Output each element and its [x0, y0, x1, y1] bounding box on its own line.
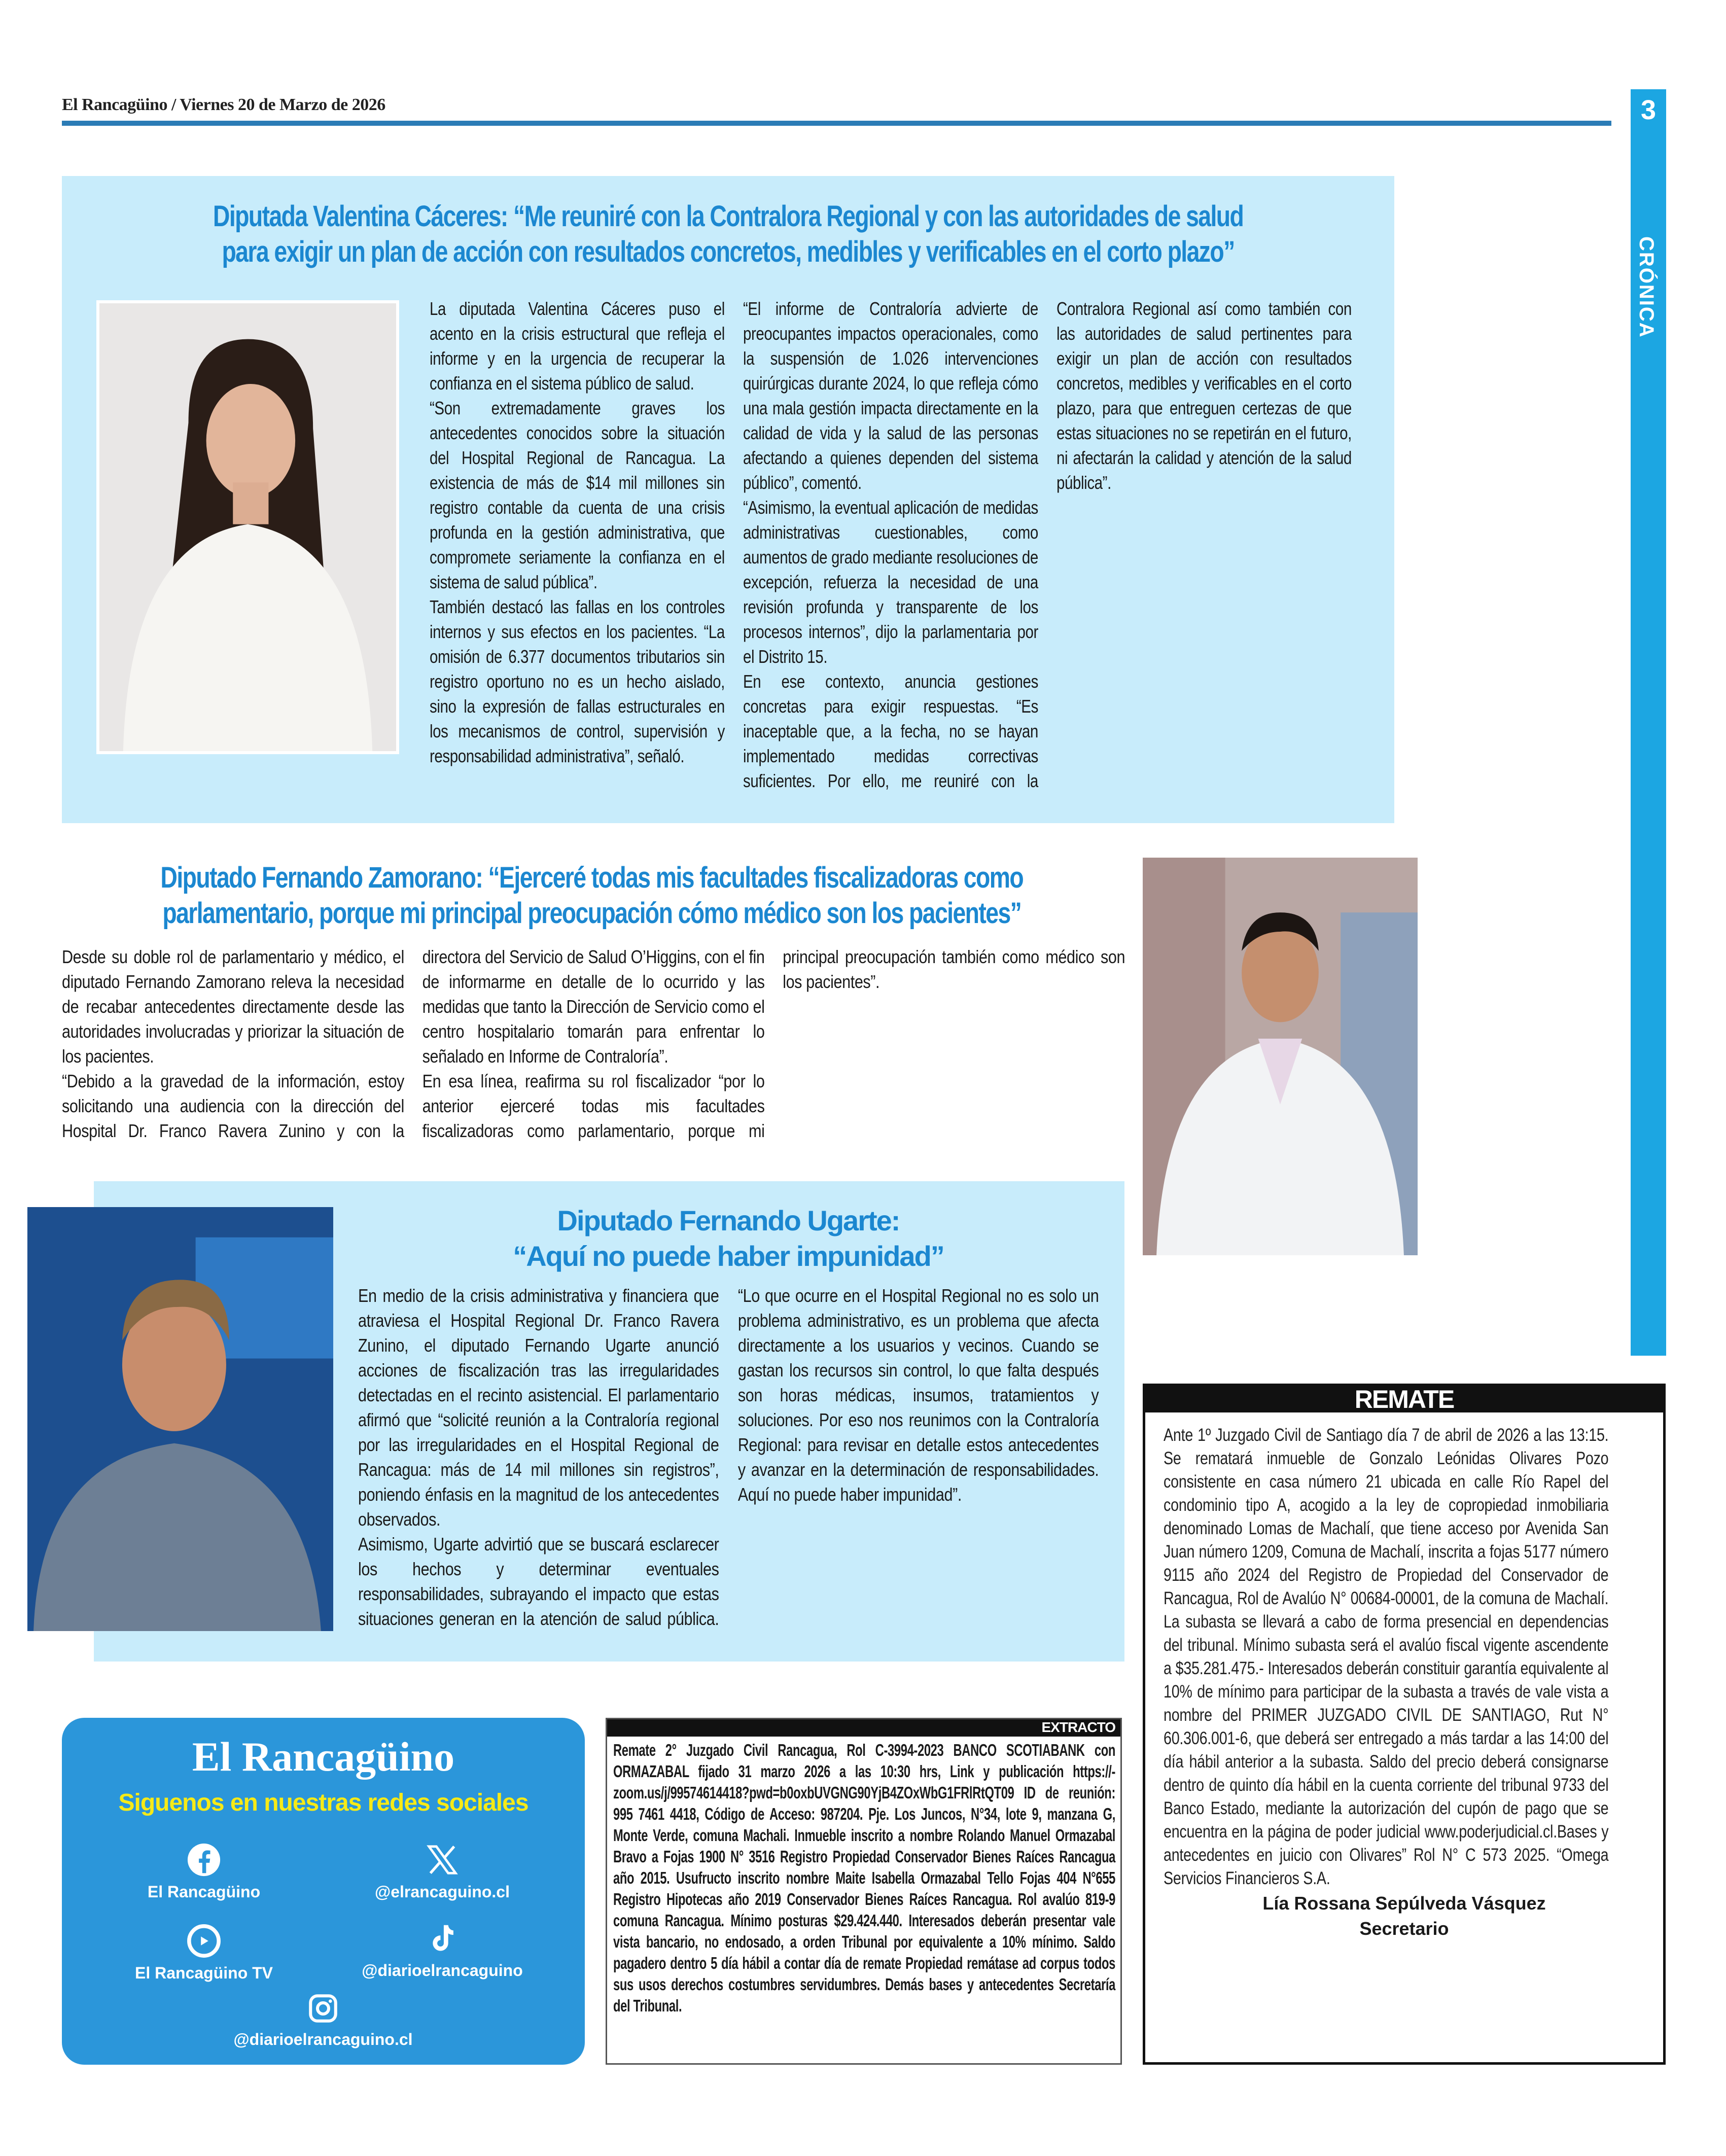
- paragraph: En medio de la crisis administrativa y financiera que atraviesa el Hospital Regional Dr. Franco Ravera Zunino, el diputado Fernando Ugarte anunció acciones de fiscalización tras las irregularidades detectadas en el recinto asistencial. El parlamentario afirmó que “solicité reunión a la Contraloría regional por las irregularidades en el Hospital Regional de Rancagua: más de 14 mil millones sin registros”, poniendo énfasis en la magnitud de los antecedentes observados.: [358, 1285, 719, 1530]
- header-divider: [62, 121, 1611, 126]
- paragraph: “Son extremadamente graves los antecedentes conocidos sobre la situación del Hospital Regional de Rancagua. La existencia de más de $14 mil millones sin registro contable da cuenta de una crisis profunda en la gestión administrativa, que compromete seriamente la confianza en el sistema de salud pública”.: [430, 398, 725, 592]
- x-icon: [425, 1842, 460, 1878]
- legal-notice-extracto: [606, 1718, 1122, 2065]
- paragraph: En ese contexto, anuncia gestiones concretas para exigir respuestas. “Es inaceptable que, a la fecha, no se hayan implementado medidas correctivas suficientes. Por ello, me reuniré con la Contralora Regional así como también con las autoridades de salud pertinentes para exigir un plan de acción con resultados concretos, medibles y verificables en el corto plazo, para que entreguen certezas de que estas situaciones no se repetirán en el futuro, ni afectarán la calidad y atención de la salud pública”.: [743, 298, 1352, 791]
- paragraph: “Debido a la gravedad de la información, estoy solicitando una audiencia con la dirección del Hospital Dr. Franco Ravera Zunino y con la directora del Servicio de Salud O’Higgins, con el fin de informarme en detalle de lo ocurrido y las medidas que tanto la Dirección de Servicio como el centro hospitalario tomarán para enfrentar lo señalado en Informe de Contraloría”.: [62, 946, 765, 1141]
- youtube-icon: [186, 1923, 222, 1959]
- title-line: para exigir un plan de acción con resultados concretos, medibles y verificables en el corto plazo”: [222, 235, 1235, 268]
- social-instagram[interactable]: [201, 1992, 445, 2049]
- extracto-text: Remate 2° Juzgado Civil Rancagua, Rol C-3994-2023 BANCO SCOTIABANK con ORMAZABAL fijado 31 marzo 2026 a las 10:30 hrs, Link y publicación https://-zoom.us/j/99574614418?pwd=b0oxbUVGNG90YjB4ZOxWbG1FRlRtQT09 ID de reunión: 995 7461 4418, Código de Acceso: 987204. Pje. Los Juncos, N°34, lote 9, manzana G, Monte Verde, comuna Machali. Inmueble inscrito a nombre Rolando Manuel Ormazabal Bravo a Fojas 1900 N° 3516 Registro Propiedad Conservador Bienes Raíces Rancagua año 2015. Usufructo inscrito nombre Maite Isabella Ormazabal Tello Fojas 404 N°655 Registro Hipotecas año 2019 Conservador Bienes Raíces Rancagua. Rol avalúo 819-9 comuna Rancagua. Mínimo posturas $29.424.440. Interesados deberán presentar vale vista bancario, no endosado, a orden Tribunal por equivalente a 10% mínimo. Saldo pagadero dentro 5 día hábil a contar día de remate Propiedad remátase ad corpus todos sus usos derechos costumbres servidumbres. Demás bases y antecedentes Secretaría del Tribunal.: [613, 1741, 1115, 2015]
- paragraph: La diputada Valentina Cáceres puso el acento en la crisis estructural que refleja el informe y en la urgencia de recuperar la confianza en el sistema público de salud.: [430, 298, 725, 394]
- tiktok-icon: [425, 1921, 460, 1956]
- title-line: Diputada Valentina Cáceres: “Me reuniré con la Contralora Regional y con las autoridades de salud: [213, 200, 1244, 233]
- photo-fernando-zamorano: [1143, 858, 1418, 1255]
- remate-signer: Lía Rossana Sepúlveda Vásquez: [1262, 1893, 1546, 1914]
- social-youtube[interactable]: [82, 1923, 326, 1983]
- page-number: 3: [1640, 95, 1657, 125]
- remate-label: REMATE: [1145, 1386, 1663, 1412]
- title-line: Diputado Fernando Zamorano: “Ejerceré todas mis facultades fiscalizadoras como: [160, 861, 1024, 894]
- article-zamorano-body: [62, 944, 1125, 1144]
- social-label: @elrancaguino.cl: [375, 1883, 510, 1901]
- instagram-icon: [306, 1992, 340, 2025]
- title-line: Diputado Fernando Ugarte:: [557, 1205, 900, 1236]
- page-header: El Rancagüino / Viernes 20 de Marzo de 2026: [62, 95, 385, 114]
- social-subtitle: Siguenos en nuestras redes sociales: [118, 1789, 529, 1816]
- paragraph: También destacó las fallas en los controles internos y sus efectos en los pacientes. “La omisión de 6.377 documentos tributarios sin registro oportuno no es un hecho aislado, sino la expresión de fallas estructurales en los mecanismos de control, supervisión y responsabilidad administrativa”, señaló.: [430, 596, 725, 766]
- section-label: CRÓNICA: [1635, 236, 1658, 338]
- paragraph: “El informe de Contraloría advierte de preocupantes impactos operacionales, como la suspensión de 1.026 intervenciones quirúrgicas durante 2024, lo que refleja cómo una mala gestión impacta directamente en la calidad de vida y la salud de las personas afectando a quienes dependen del sistema público”, comentó.: [743, 298, 1038, 493]
- paragraph: Desde su doble rol de parlamentario y médico, el diputado Fernando Zamorano releva la necesidad de recabar antecedentes directamente desde las autoridades involucradas y priorizar la situación de los pacientes.: [62, 946, 404, 1067]
- article-caceres-title: [62, 199, 1394, 270]
- issue-date: Viernes 20 de Marzo de 2026: [180, 95, 385, 114]
- social-label: @diarioelrancaguino.cl: [233, 2030, 413, 2048]
- article-zamorano-title: [62, 860, 1122, 931]
- social-facebook[interactable]: [82, 1842, 326, 1901]
- remate-text: Ante 1º Juzgado Civil de Santiago día 7 de abril de 2026 a las 13:15. Se rematará inmueble de Gonzalo Leónidas Olivares Pozo consistente en casa número 21 ubicada en calle Río Rapel del condominio tipo A, acogido a la ley de copropiedad inmobiliaria denominado Lomas de Machalí, que tiene acceso por Avenida San Juan número 1209, Comuna de Machalí, inscrita a fojas 5177 número 9115 año 2024 del Registro de Propiedad del Conservador de Rancagua, Rol de Avalúo N° 00684-00001, de la comuna de Machalí. La subasta se llevará a cabo de forma presencial en dependencias del tribunal. Mínimo subasta será el avalúo fiscal vigente ascendente a $35.281.475.- Interesados deberán constituir garantía equivalente al 10% de mínimo para participar de la subasta a través de vale vista a nombre del PRIMER JUZGADO CIVIL DE SANTIAGO, Rut N° 60.306.001-6, que deberá ser entregado a más tardar a las 14:00 del día hábil anterior a la subasta. Saldo del precio deberá consignarse dentro de quinto día hábil en la cuenta corriente del tribunal 9733 del Banco Estado, mediante la autorización del cupón de pago que se encuentra en la página de poder judicial www.poderjudicial.cl.Bases y antecedentes en juicio con Olivares” Rol N° C 573 2025. “Omega Servicios Financieros S.A.: [1164, 1425, 1609, 1888]
- social-brand: El Rancagüino: [192, 1734, 455, 1780]
- paragraph: “Asimismo, la eventual aplicación de medidas administrativas cuestionables, como aumentos de grado mediante resoluciones de excepción, refuerza la necesidad de una revisión profunda y transparente de los procesos internos”, dijo la parlamentaria por el Distrito 15.: [743, 497, 1038, 667]
- social-media-box: [62, 1718, 585, 2065]
- photo-valentina-caceres: [96, 300, 399, 754]
- social-label: El Rancagüino TV: [134, 1964, 273, 1982]
- paragraph: Asimismo, Ugarte advirtió que se buscará esclarecer los hechos y determinar eventuales responsabilidades, subrayando el impacto que estas situaciones generan en la atención de salud pública. “Lo que ocurre en el Hospital Regional no es solo un problema administrativo, es un problema que afecta directamente a los usuarios y vecinos. Cuando se gastan los recursos sin control, lo que falta después son horas médicas, insumos, tratamientos y soluciones. Por eso nos reunimos con la Contraloría Regional: para revisar en detalle estos antecedentes y avanzar en la determinación de responsabilidades. Aquí no puede haber impunidad”.: [358, 1285, 1099, 1629]
- social-tiktok[interactable]: [321, 1921, 564, 1980]
- photo-fernando-ugarte: [27, 1207, 333, 1631]
- facebook-icon: [186, 1842, 222, 1878]
- social-label: El Rancagüino: [147, 1883, 261, 1901]
- remate-signer-role: Secretario: [1359, 1918, 1449, 1939]
- extracto-label: EXTRACTO: [607, 1719, 1120, 1737]
- paragraph: En esa línea, reafirma su rol fiscalizador “por lo anterior ejerceré todas mis facultades fiscalizadoras como parlamentario, porque mi principal preocupación también como médico son los pacientes”.: [422, 946, 1125, 1141]
- section-sidebar: [1631, 89, 1666, 1356]
- article-ugarte-body: [358, 1283, 1099, 1633]
- social-x[interactable]: [321, 1842, 564, 1901]
- publication-name: El Rancagüino: [62, 95, 167, 114]
- social-label: @diarioelrancaguino: [362, 1961, 523, 1980]
- title-line: “Aquí no puede haber impunidad”: [513, 1240, 944, 1272]
- article-caceres-body: [430, 296, 1352, 796]
- article-ugarte-title: [358, 1203, 1099, 1274]
- title-line: parlamentario, porque mi principal preocupación cómo médico son los pacientes”: [162, 897, 1021, 930]
- legal-notice-remate: [1143, 1384, 1666, 2065]
